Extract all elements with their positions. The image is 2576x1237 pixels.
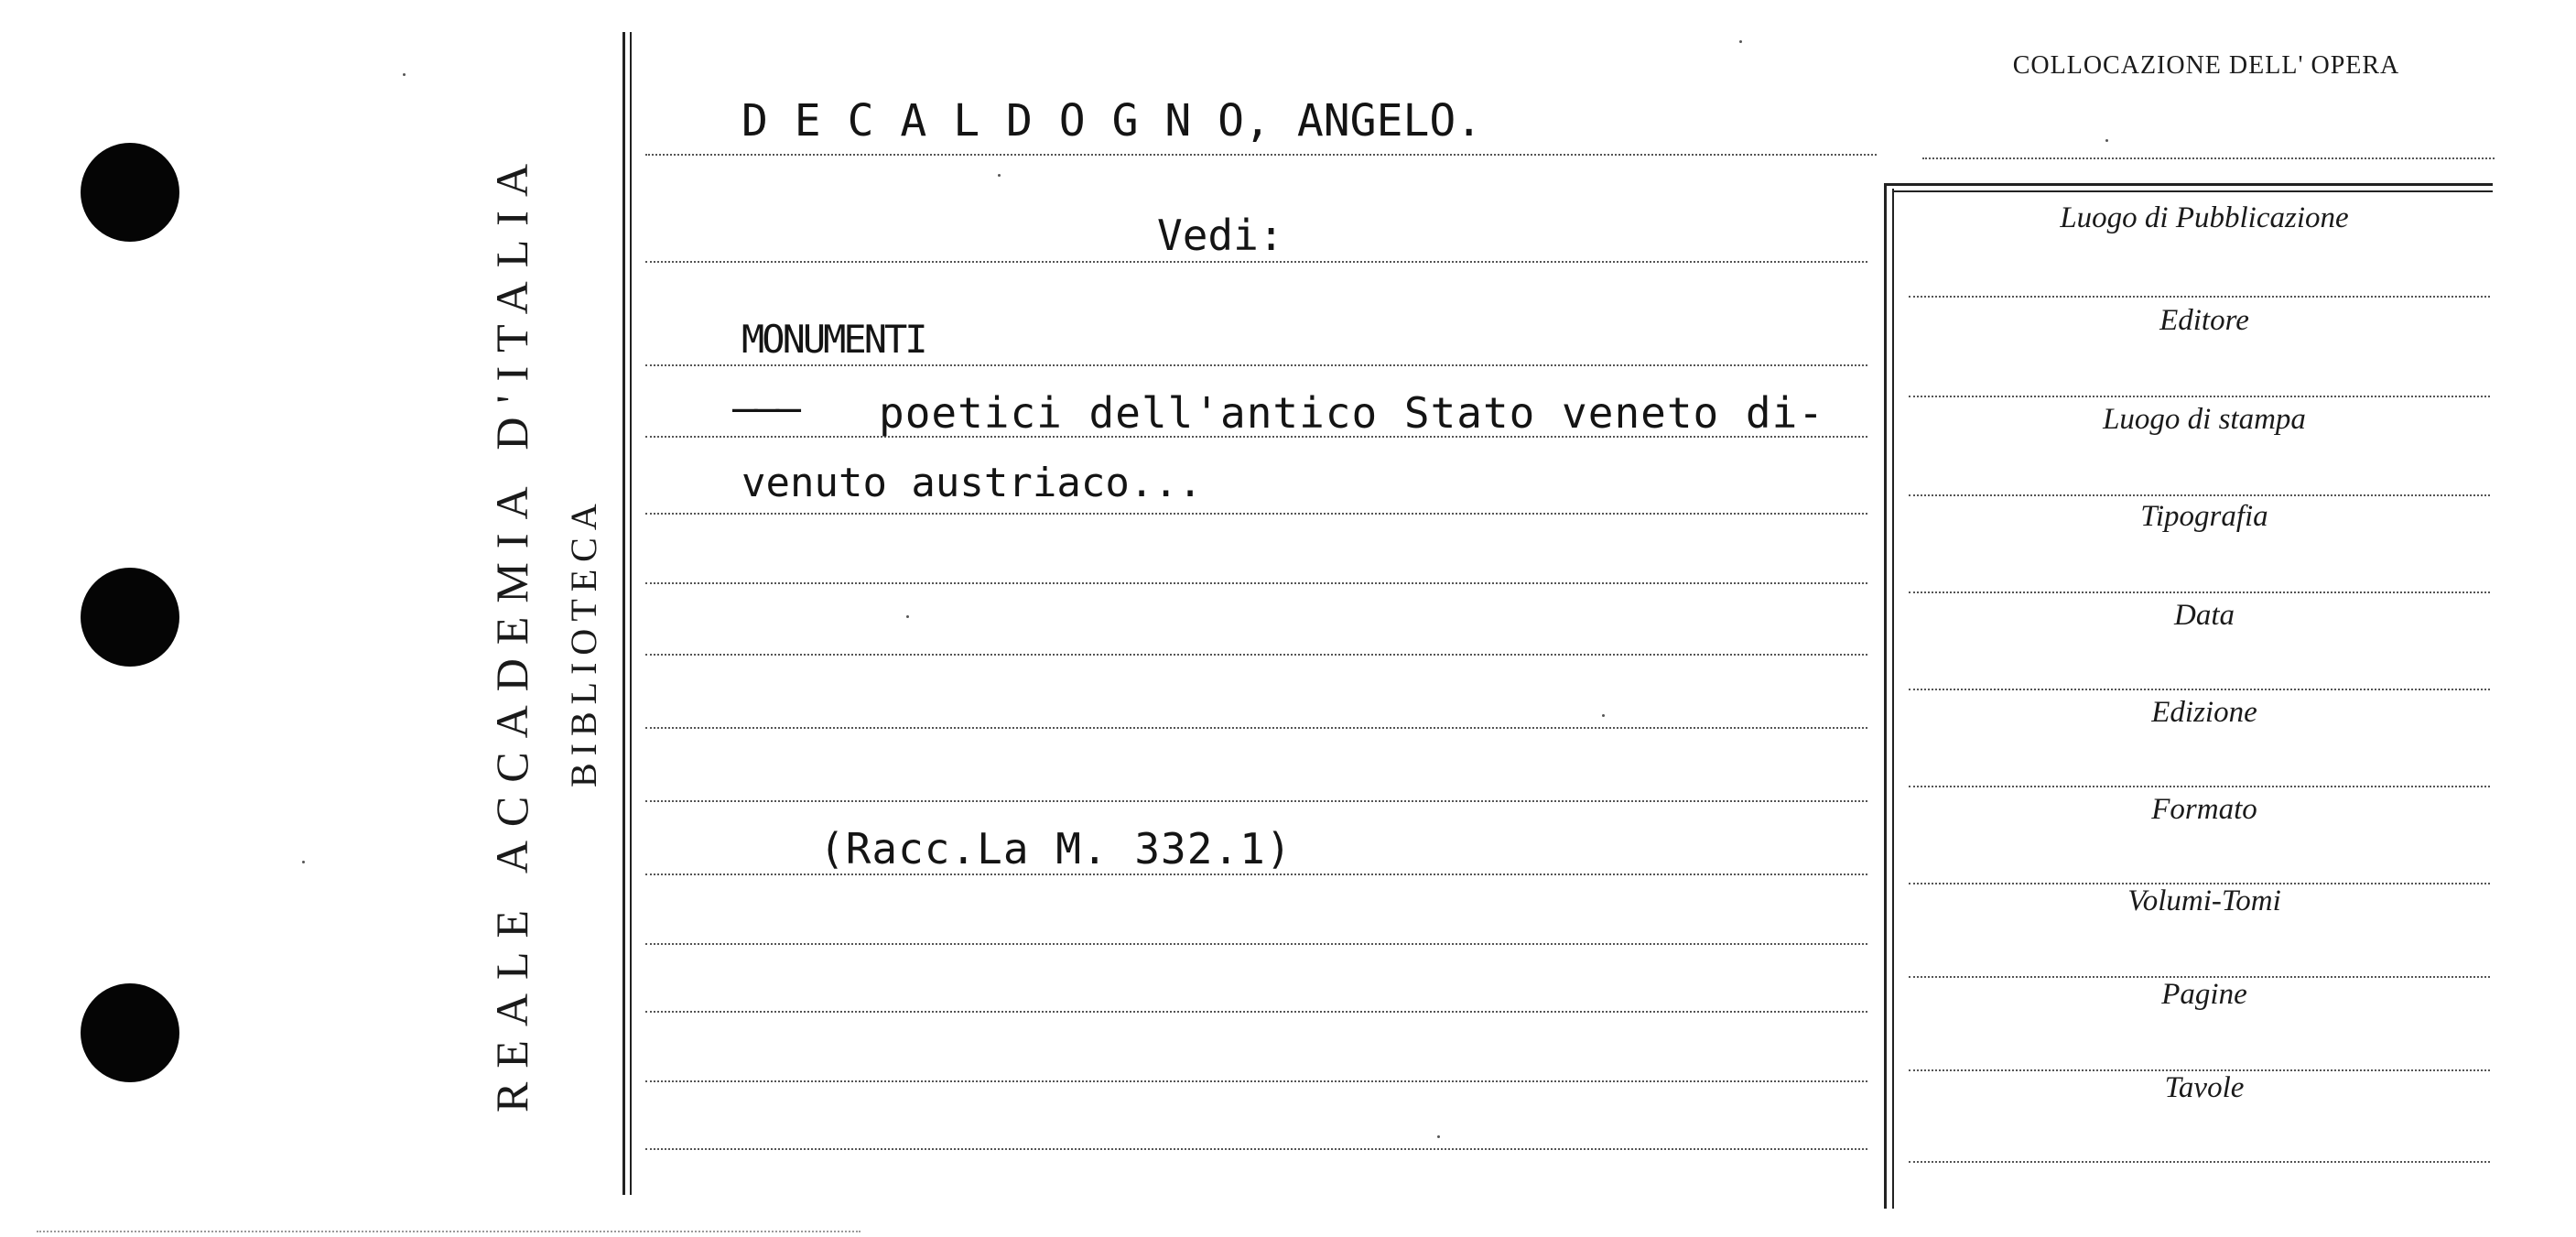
scan-speck	[403, 73, 406, 76]
library-name: BIBLIOTECA	[563, 496, 604, 787]
catalog-line	[645, 154, 1877, 156]
left-margin-rule-inner	[630, 32, 632, 1195]
catalog-line	[645, 873, 1867, 875]
scan-speck	[998, 174, 1001, 177]
catalog-line	[645, 1011, 1867, 1013]
field-luogo-pubblicazione: Luogo di Pubblicazione	[2060, 201, 2349, 234]
catalog-line	[645, 1148, 1867, 1150]
field-tavole: Tavole	[2164, 1071, 2245, 1104]
institution-name: REALE ACCADEMIA D'ITALIA	[486, 149, 537, 1112]
collocation-label: COLLOCAZIONE DELL' OPERA	[2012, 51, 2400, 80]
field-pagine: Pagine	[2161, 978, 2247, 1011]
scan-speck	[302, 861, 305, 863]
field-edizione: Edizione	[2151, 696, 2257, 729]
right-panel-top-rule	[1884, 183, 2493, 186]
right-panel-top-rule-inner	[1892, 190, 2493, 192]
scan-speck	[1739, 40, 1742, 43]
bottom-edge-artefact	[37, 1231, 860, 1232]
scan-speck	[906, 615, 909, 618]
title-dash: ———	[732, 383, 798, 432]
collocation-line	[1922, 157, 2495, 159]
field-line	[1909, 494, 2490, 496]
field-line	[1909, 689, 2490, 690]
field-line	[1909, 786, 2490, 787]
scan-speck	[2105, 139, 2108, 142]
punch-hole-top	[81, 143, 179, 242]
scan-speck	[1437, 1135, 1440, 1138]
see-reference-label: Vedi:	[1157, 211, 1284, 260]
field-formato: Formato	[2151, 793, 2257, 826]
catalog-line	[645, 364, 1867, 366]
field-tipografia: Tipografia	[2140, 500, 2268, 533]
scan-speck	[1602, 714, 1605, 717]
field-line	[1909, 591, 2490, 593]
left-margin-rule	[622, 32, 625, 1195]
catalog-line	[645, 800, 1867, 802]
catalog-line	[645, 943, 1867, 945]
field-luogo-stampa: Luogo di stampa	[2103, 403, 2306, 436]
catalog-line	[645, 727, 1867, 729]
shelfmark: (Racc.La M. 332.1)	[819, 824, 1293, 873]
field-data: Data	[2174, 599, 2235, 632]
field-line	[1909, 296, 2490, 298]
catalog-line	[645, 1080, 1867, 1082]
catalog-line	[645, 654, 1867, 656]
catalog-line	[645, 513, 1867, 515]
title-line-2: venuto austriaco...	[741, 460, 1203, 506]
catalog-line	[645, 261, 1867, 263]
right-panel-rule-inner	[1892, 189, 1894, 1209]
field-editore: Editore	[2159, 304, 2249, 337]
field-line	[1909, 396, 2490, 397]
catalog-line	[645, 582, 1867, 584]
field-volumi-tomi: Volumi-Tomi	[2127, 884, 2281, 917]
punch-hole-middle	[81, 568, 179, 667]
author-heading: D E C A L D O G N O, ANGELO.	[741, 95, 1483, 146]
punch-hole-bottom	[81, 983, 179, 1082]
right-panel-rule	[1884, 183, 1887, 1209]
field-line	[1909, 1161, 2490, 1163]
title-line-1: poetici dell'antico Stato veneto di-	[879, 388, 1824, 438]
subject-heading: MONUMENTI	[741, 317, 925, 362]
